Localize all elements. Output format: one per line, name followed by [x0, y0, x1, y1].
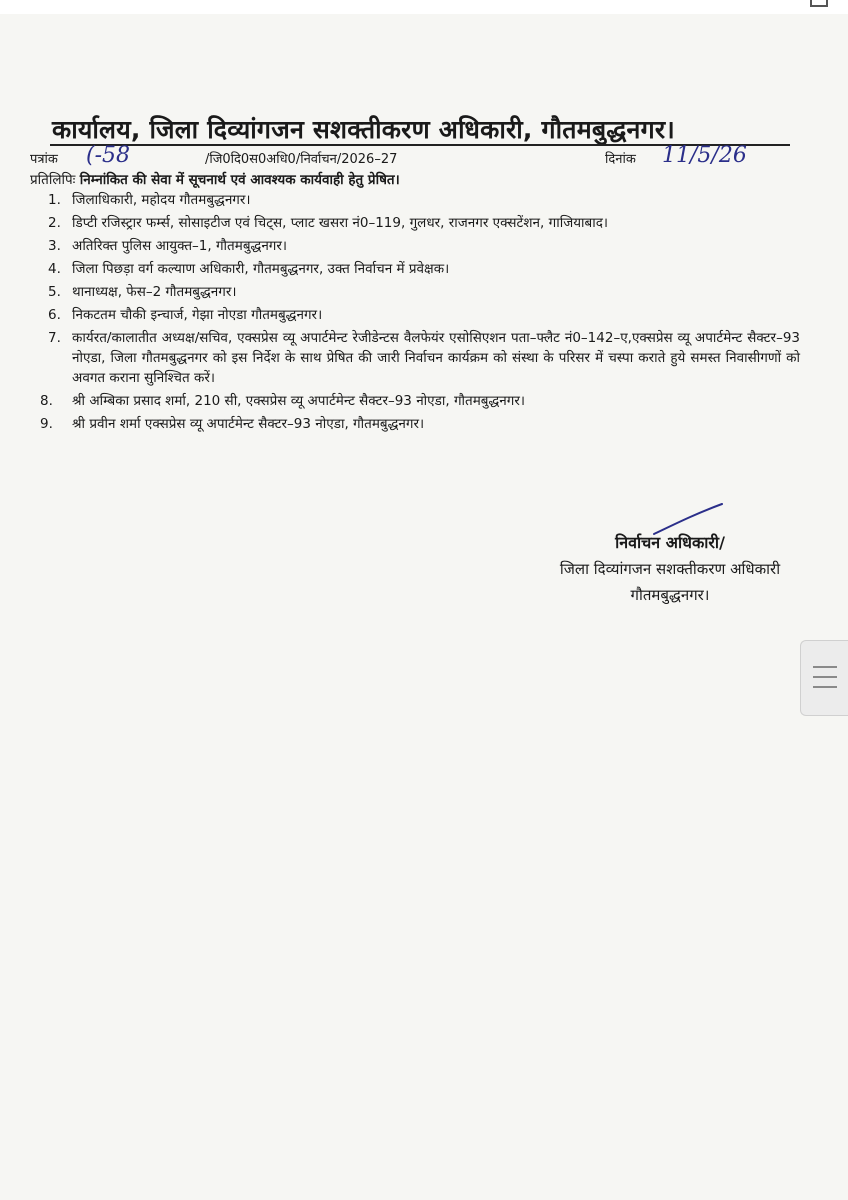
recipient-list — [40, 190, 800, 437]
list-item — [40, 305, 800, 325]
list-item-number: 5. — [48, 284, 61, 300]
list-item-text: डिप्टी रजिस्ट्रार फर्म्स, सोसाइटीज एवं चिट्स, प्लाट खसरा नं0–119, गुलधर, राजनगर एक्सटेंशन, गाजियाबाद। — [72, 215, 609, 231]
list-item-number: 8. — [40, 393, 53, 409]
office-title: कार्यालय, जिला दिव्यांगजन सशक्तीकरण अधिकारी, गौतमबुद्धनगर। — [52, 115, 675, 144]
handwritten-reference-number: (-58 — [86, 143, 131, 168]
reference-line — [30, 143, 790, 171]
list-item-number: 7. — [48, 330, 61, 346]
list-item-text: अतिरिक्त पुलिस आयुक्त–1, गौतमबुद्धनगर। — [72, 238, 288, 254]
list-item-text: कार्यरत/कालातीत अध्यक्ष/सचिव, एक्सप्रेस व्यू अपार्टमेन्ट रेजीडेन्टस वैलफेयंर एसोसिएशन पता–फ्लैट नं0–142–ए,एक्सप्रेस व्यू अपार्टमेन्ट सैक्टर–93 नोएडा, जिला गौतमबुद्धनगर को इस निर्देश के साथ प्रेषित की जारी निर्वाचन कार्यक्रम को संस्था के परिसर में चस्पा कराते हुये समस्त निवासीगणों को अवगत कराना सुनिश्चित करें। — [72, 330, 800, 386]
signature-block — [500, 530, 840, 608]
list-item-text: निकटतम चौकी इन्चार्ज, गेझा नोएडा गौतमबुद्धनगर। — [72, 307, 323, 323]
list-item — [40, 282, 800, 302]
date-label: दिनांक — [605, 152, 636, 167]
list-item-text: श्री प्रवीन शर्मा एक्सप्रेस व्यू अपार्टमेन्ट सैक्टर–93 नोएडा, गौतमबुद्धनगर। — [72, 416, 425, 432]
copy-to-text: निम्नांकित की सेवा में सूचनार्थ एवं आवश्यक कार्यवाही हेतु प्रेषित। — [79, 172, 400, 188]
list-item — [40, 190, 800, 210]
list-item-number: 1. — [48, 192, 61, 208]
copy-to-line — [30, 170, 400, 188]
list-item — [40, 213, 800, 233]
list-item-text: जिलाधिकारी, महोदय गौतमबुद्धनगर। — [72, 192, 251, 208]
fullscreen-corner-icon[interactable] — [810, 0, 828, 7]
list-item-number: 9. — [40, 416, 53, 432]
handwritten-date: 11/5/26 — [662, 143, 747, 168]
copy-to-prefix: प्रतिलिपिः — [30, 172, 76, 188]
officer-location: गौतमबुद्धनगर। — [630, 586, 710, 604]
viewer-top-bar — [0, 0, 848, 14]
list-item-text: थानाध्यक्ष, फेस–2 गौतमबुद्धनगर। — [72, 284, 237, 300]
list-item-text: श्री अम्बिका प्रसाद शर्मा, 210 सी, एक्सप्रेस व्यू अपार्टमेन्ट सैक्टर–93 नोएडा, गौतमबुद्धनगर। — [72, 393, 526, 409]
reference-label: पत्रांक — [30, 152, 58, 167]
file-code: /जि0दि0स0अधि0/निर्वाचन/2026–27 — [205, 152, 398, 167]
list-item — [40, 259, 800, 279]
list-item-number: 3. — [48, 238, 61, 254]
list-item-number: 2. — [48, 215, 61, 231]
officer-title: निर्वाचन अधिकारी/ — [615, 533, 725, 552]
list-item — [40, 328, 800, 388]
list-item — [40, 414, 800, 434]
list-item-text: जिला पिछड़ा वर्ग कल्याण अधिकारी, गौतमबुद्धनगर, उक्त निर्वाचन में प्रवेक्षक। — [72, 261, 450, 277]
list-item — [40, 236, 800, 256]
menu-icon[interactable] — [800, 640, 848, 716]
officer-designation: जिला दिव्यांगजन सशक्तीकरण अधिकारी — [559, 560, 781, 578]
list-item-number: 6. — [48, 307, 61, 323]
list-item-number: 4. — [48, 261, 61, 277]
list-item — [40, 391, 800, 411]
